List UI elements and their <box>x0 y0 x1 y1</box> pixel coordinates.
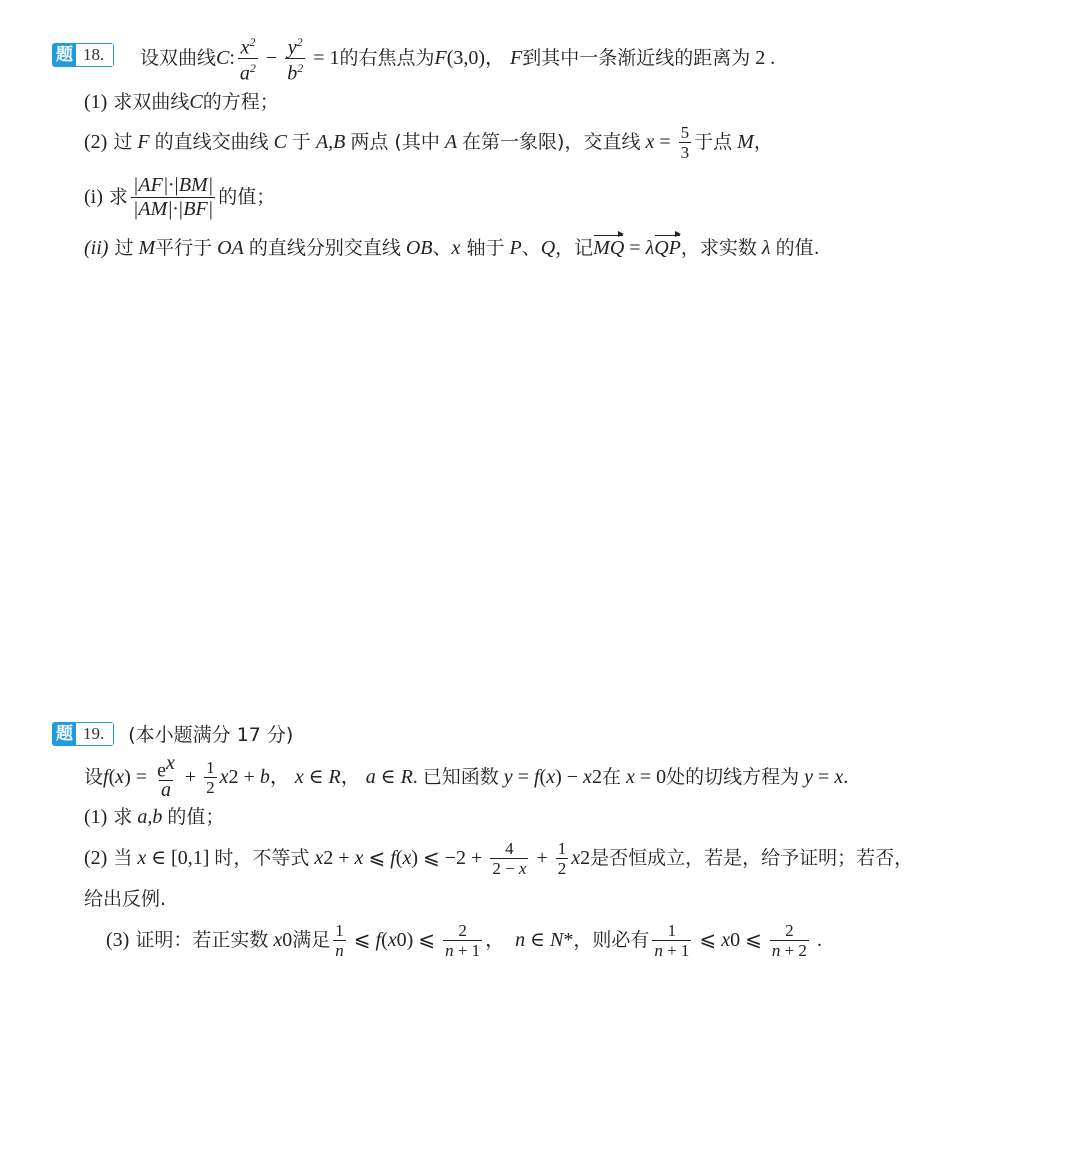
problem-18-header <box>52 43 114 67</box>
q2-text-b: 时，不等式 <box>214 847 310 869</box>
fraction: $\frac{x^2}{a^2}$ <box>239 34 256 85</box>
q2-number: (2) <box>84 131 108 153</box>
problem-19-header <box>52 720 293 747</box>
q1-number: (1) <box>84 806 108 828</box>
q2-text-b: 的直线交曲线 <box>154 131 269 153</box>
badge-ti: 题 <box>53 723 76 745</box>
q2-text-c: 是否恒成立，若是，给予证明；若否， <box>590 847 914 869</box>
fraction: $\frac{2}{n + 2}$ <box>771 920 807 960</box>
fraction: $\frac{1}{n + 1}$ <box>654 920 690 960</box>
p18-q2: (2) 过 F 的直线交曲线 C 于 A,B 两点 (其中 A 在第一象限)，交直线 x = $\frac{5}{3}$ 于点 M ， <box>84 122 773 162</box>
qii-number: (ii) <box>84 237 109 259</box>
qi-text-b: 的值； <box>218 186 276 208</box>
fraction: $\frac{1}{n}$ <box>335 920 344 960</box>
q3-text-c: ，则必有 <box>573 929 650 951</box>
p18-stem: 设双曲线 C : $\frac{x^2}{a^2}$ − $\frac{y^2}{b^2}$ = 1 的右焦点为 F (3,0)， F 到其中一条渐近线的距离为 2 . <box>140 34 776 85</box>
qii-text-d: 轴于 <box>466 237 505 259</box>
q3-number: (3) <box>106 929 130 951</box>
badge-ti: 题 <box>53 44 76 66</box>
q2-text-d: 两点 (其中 <box>350 131 440 153</box>
fraction: $\frac{|AF|\cdot|BM|}{|AM|\cdot|BF|}$ <box>132 173 214 220</box>
p19-q2-cont <box>84 885 166 913</box>
p19-stem: 设 f ( x ) = $\frac{e^x}{a}$ + $\frac{1}{2}$ x 2 + b ， x ∈ R ， a ∈ R . 已知函数 y = f ( x ) − x 2 在 x = 0 处的切线方程为 y = x . <box>84 751 849 802</box>
fraction: $\frac{y^2}{b^2}$ <box>287 34 304 85</box>
math: C <box>216 47 230 69</box>
p18-stem-text-c: 到其中一条渐近线的距离为 <box>522 47 751 69</box>
vector-mq: MQ <box>593 234 624 262</box>
q2-text-e: 在第一象限)，交直线 <box>462 131 641 153</box>
q3-text-b: 满足 <box>292 929 331 951</box>
p18-qi <box>84 172 275 222</box>
p18-q1: (1) 求双曲线 C 的方程； <box>84 88 279 116</box>
problem-number-badge <box>52 43 114 67</box>
q2-text-f: 于点 <box>694 131 733 153</box>
q2-text-c: 于 <box>291 131 311 153</box>
fraction: $\frac{5}{3}$ <box>680 122 690 162</box>
badge-number: 19. <box>76 723 113 745</box>
p18-qii: (ii) 过 M 平行于 OA 的直线分别交直线 OB 、 x 轴于 P 、 Q ，记 MQ = λ QP ，求实数 λ 的值. <box>84 234 820 262</box>
p19-stem-text-c: 在 <box>601 766 621 788</box>
qi-number: (i) <box>84 186 103 208</box>
qi-text-a: 求 <box>108 186 128 208</box>
qii-text-c: 的直线分别交直线 <box>248 237 401 259</box>
q2-text-a: 过 <box>113 131 133 153</box>
q2-number: (2) <box>84 847 108 869</box>
p19-q1: (1) 求 a,b 的值； <box>84 803 224 831</box>
q1-text-a: 求 <box>113 806 133 828</box>
problem-number-badge <box>52 722 114 746</box>
p18-stem-text-b: 的右焦点为 <box>339 47 435 69</box>
q1-text-b: 的值； <box>167 806 225 828</box>
p19-stem-text-b: 已知函数 <box>422 766 499 788</box>
fraction: $\frac{1}{2}$ <box>557 838 567 878</box>
q3-text-a: 证明：若正实数 <box>135 929 269 951</box>
q1-text2: 的方程； <box>202 91 279 113</box>
q1-text: 求双曲线 <box>113 91 190 113</box>
qii-text-e: ，记 <box>555 237 594 259</box>
p18-stem-text-a: 设双曲线 <box>140 47 217 69</box>
q2-text-a: 当 <box>113 847 133 869</box>
qii-text-g: 的值. <box>775 237 820 259</box>
qii-text-f: ，求实数 <box>680 237 757 259</box>
fraction: $\frac{2}{n + 1}$ <box>445 920 481 960</box>
q1-number: (1) <box>84 91 108 113</box>
p19-stem-text-a: 设 <box>84 766 104 788</box>
qii-text-b: 平行于 <box>155 237 213 259</box>
badge-number: 18. <box>76 44 113 66</box>
p19-q2: (2) 当 x ∈ [0,1] 时，不等式 x 2 + x ⩽ f ( x ) ⩽ −2 + $\frac{4}{2 - x}$ + $\frac{1}{2}$ x 2 是否恒成立，若是，给予证明；若否， <box>84 838 914 878</box>
p19-q3: (3) 证明：若正实数 x 0 满足 $\frac{1}{n}$ ⩽ f ( x 0 ) ⩽ $\frac{2}{n + 1}$ ， n ∈ N * ，则必有 $\frac{1}{n + 1}$ ⩽ x 0 ⩽ $\frac{2}{n + 2}$ . <box>106 920 822 960</box>
vector-qp: QP <box>654 234 681 262</box>
score-note: (本小题满分 17 分) <box>128 724 294 746</box>
fraction: $\frac{1}{2}$ <box>206 757 215 797</box>
qii-text-a: 过 <box>114 237 134 259</box>
fraction: $\frac{4}{2 - x}$ <box>492 838 527 878</box>
q2-text-d: 给出反例. <box>84 888 167 910</box>
p19-stem-text-d: 处的切线方程为 <box>666 766 800 788</box>
fraction: $\frac{e^x}{a}$ <box>157 751 175 802</box>
